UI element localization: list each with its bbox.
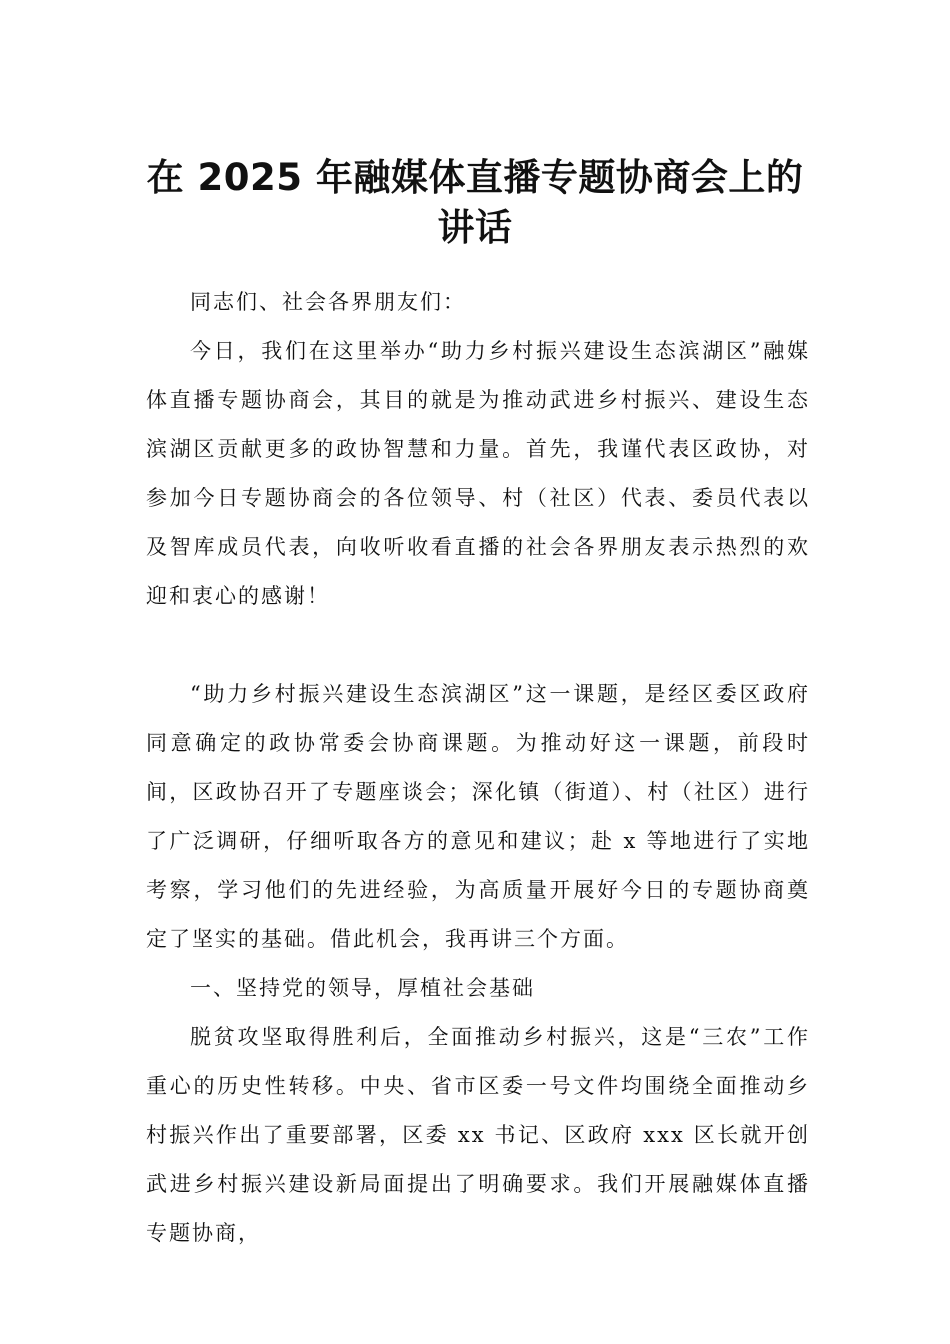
paragraph-spacer [146,621,810,670]
document-title [120,153,830,253]
paragraph-opening: 今日，我们在这里举办“助力乡村振兴建设生态滨湖区”融媒体直播专题协商会，其目的就是为推动武进乡村振兴、建设生态滨湖区贡献更多的政协智慧和力量。首先，我谨代表区政协，对参加今日专题协商会的各位领导、村（社区）代表、委员代表以及智库成员代表，向收听收看直播的社会各界朋友表示热烈的欢迎和衷心的感谢！ [146,339,810,608]
title-line-1: 在 2025 年融媒体直播专题协商会上的 [146,155,804,199]
paragraph-background: “助力乡村振兴建设生态滨湖区”这一课题，是经区委区政府同意确定的政协常委会协商课题。为推动好这一课题，前段时间，区政协召开了专题座谈会；深化镇（街道）、村（社区）进行了广泛调研，仔细听取各方的意见和建议；赴 x 等地进行了实地考察，学习他们的先进经验，为高质量开展好今日的专题协商奠定了坚实的基础。借此机会，我再讲三个方面。 [146,682,810,951]
section-heading-1: 一、坚持党的领导，厚植社会基础 [190,976,535,1000]
document-body [146,278,810,1258]
salutation: 同志们、社会各界朋友们： [190,290,466,314]
title-line-2: 讲话 [437,205,513,249]
paragraph-section-1: 脱贫攻坚取得胜利后，全面推动乡村振兴，这是“三农”工作重心的历史性转移。中央、省市区委一号文件均围绕全面推动乡村振兴作出了重要部署，区委 xx 书记、区政府 xxx 区长就开创武进乡村振兴建设新局面提出了明确要求。我们开展融媒体直播专题协商， [146,1025,810,1245]
